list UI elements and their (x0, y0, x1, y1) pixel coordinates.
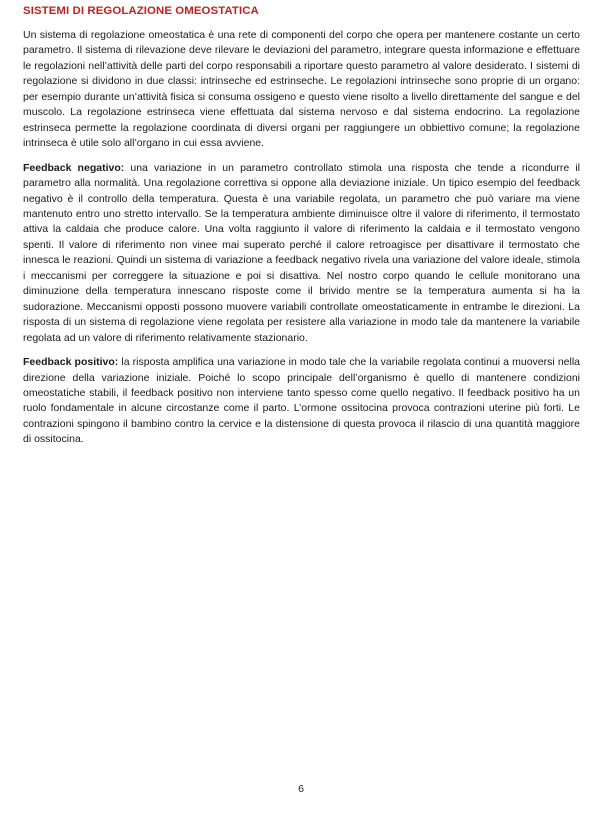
section-title: SISTEMI DI REGOLAZIONE OMEOSTATICA (23, 5, 259, 17)
document-page (23, 0, 580, 448)
paragraph-intro (23, 28, 580, 152)
page-number: 6 (298, 783, 304, 795)
negative-feedback-term: Feedback negativo: (23, 161, 125, 174)
paragraph-negative-feedback (23, 161, 580, 346)
positive-feedback-term: Feedback positivo: (23, 356, 119, 369)
paragraph-positive-feedback (23, 355, 580, 448)
positive-feedback-text: la risposta amplifica una variazione in modo tale che la variabile regolata continui a muoversi nella direzione della variazione iniziale. Poiché lo scopo principale dell’organismo è quello di mantenere condizioni omeostatiche stabili, il feedback positivo non interviene tanto spesso come quello negativo. Il feedback positivo ha un ruolo fondamentale in alcune circostanze come il parto. L’ormone ossitocina provoca contrazioni uterine più forti. Le contrazioni spingono il bambino contro la cervice e la distensione di questa provoca il rilascio di una quantità maggiore di ossitocina. (23, 356, 581, 446)
paragraph-intro-text: Un sistema di regolazione omeostatica è una rete di componenti del corpo che opera per mantenere costante un certo parametro. Il sistema di rilevazione deve rilevare le deviazioni del parametro, integrare questa informazione e effettuare le regolazioni nell’attività delle parti del corpo responsabili a riportare questo parametro al valore desiderato. I sistemi di regolazione si dividono in due classi: intrinseche ed estrinseche. Le regolazioni intrinseche sono proprie di un organo: per esempio durante un’attività fisica si consuma ossigeno e questo viene risolto a livello direttamente del sangue e del muscolo. La regolazione estrinseca viene effettuata dal sistema nervoso e dal sistema endocrino. La regolazione estrinseca permette la regolazione coordinata di diversi organi per raggiungere un obbiettivo comune; la regolazione intrinseca è utile solo all’organo in cui essa avviene. (23, 29, 580, 150)
negative-feedback-text: una variazione in un parametro controllato stimola una risposta che tende a ricondurre il parametro alla normalità. Una regolazione correttiva si oppone alla deviazione iniziale. Un tipico esempio del feedback negativo è il controllo della temperatura. Questa è una variabile regolata, un parametro che può variare ma viene mantenuto entro uno stretto intervallo. Se la temperatura ambiente diminuisce oltre il valore di riferimento, il termostato attiva la caldaia che produce calore. Una volta raggiunto il valore di riferimento la caldaia e il termostato vengono spenti. Il valore di riferimento non vinee mai superato perché il calore retroagisce per disattivare il termostato che innesca le reazioni. Quindi un sistema di variazione a feedback negativo rivela una variazione del valore ideale, stimola i meccanismi per correggere la situazione e poi si disattiva. Nel nostro corpo quando le cellule monitorano una diminuzione della temperatura innescano risposte come il brivido mentre se la temperatura aumenta si ha la sudorazione. Meccanismi opposti possono muovere variabili controllate omeostaticamente in entrambe le direzioni. La risposta di un sistema di regolazione viene regolata per resistere alla variazione in modo tale da mantenere la variabile regolata ad un valore di riferimento relativamente stazionario. (23, 161, 580, 344)
